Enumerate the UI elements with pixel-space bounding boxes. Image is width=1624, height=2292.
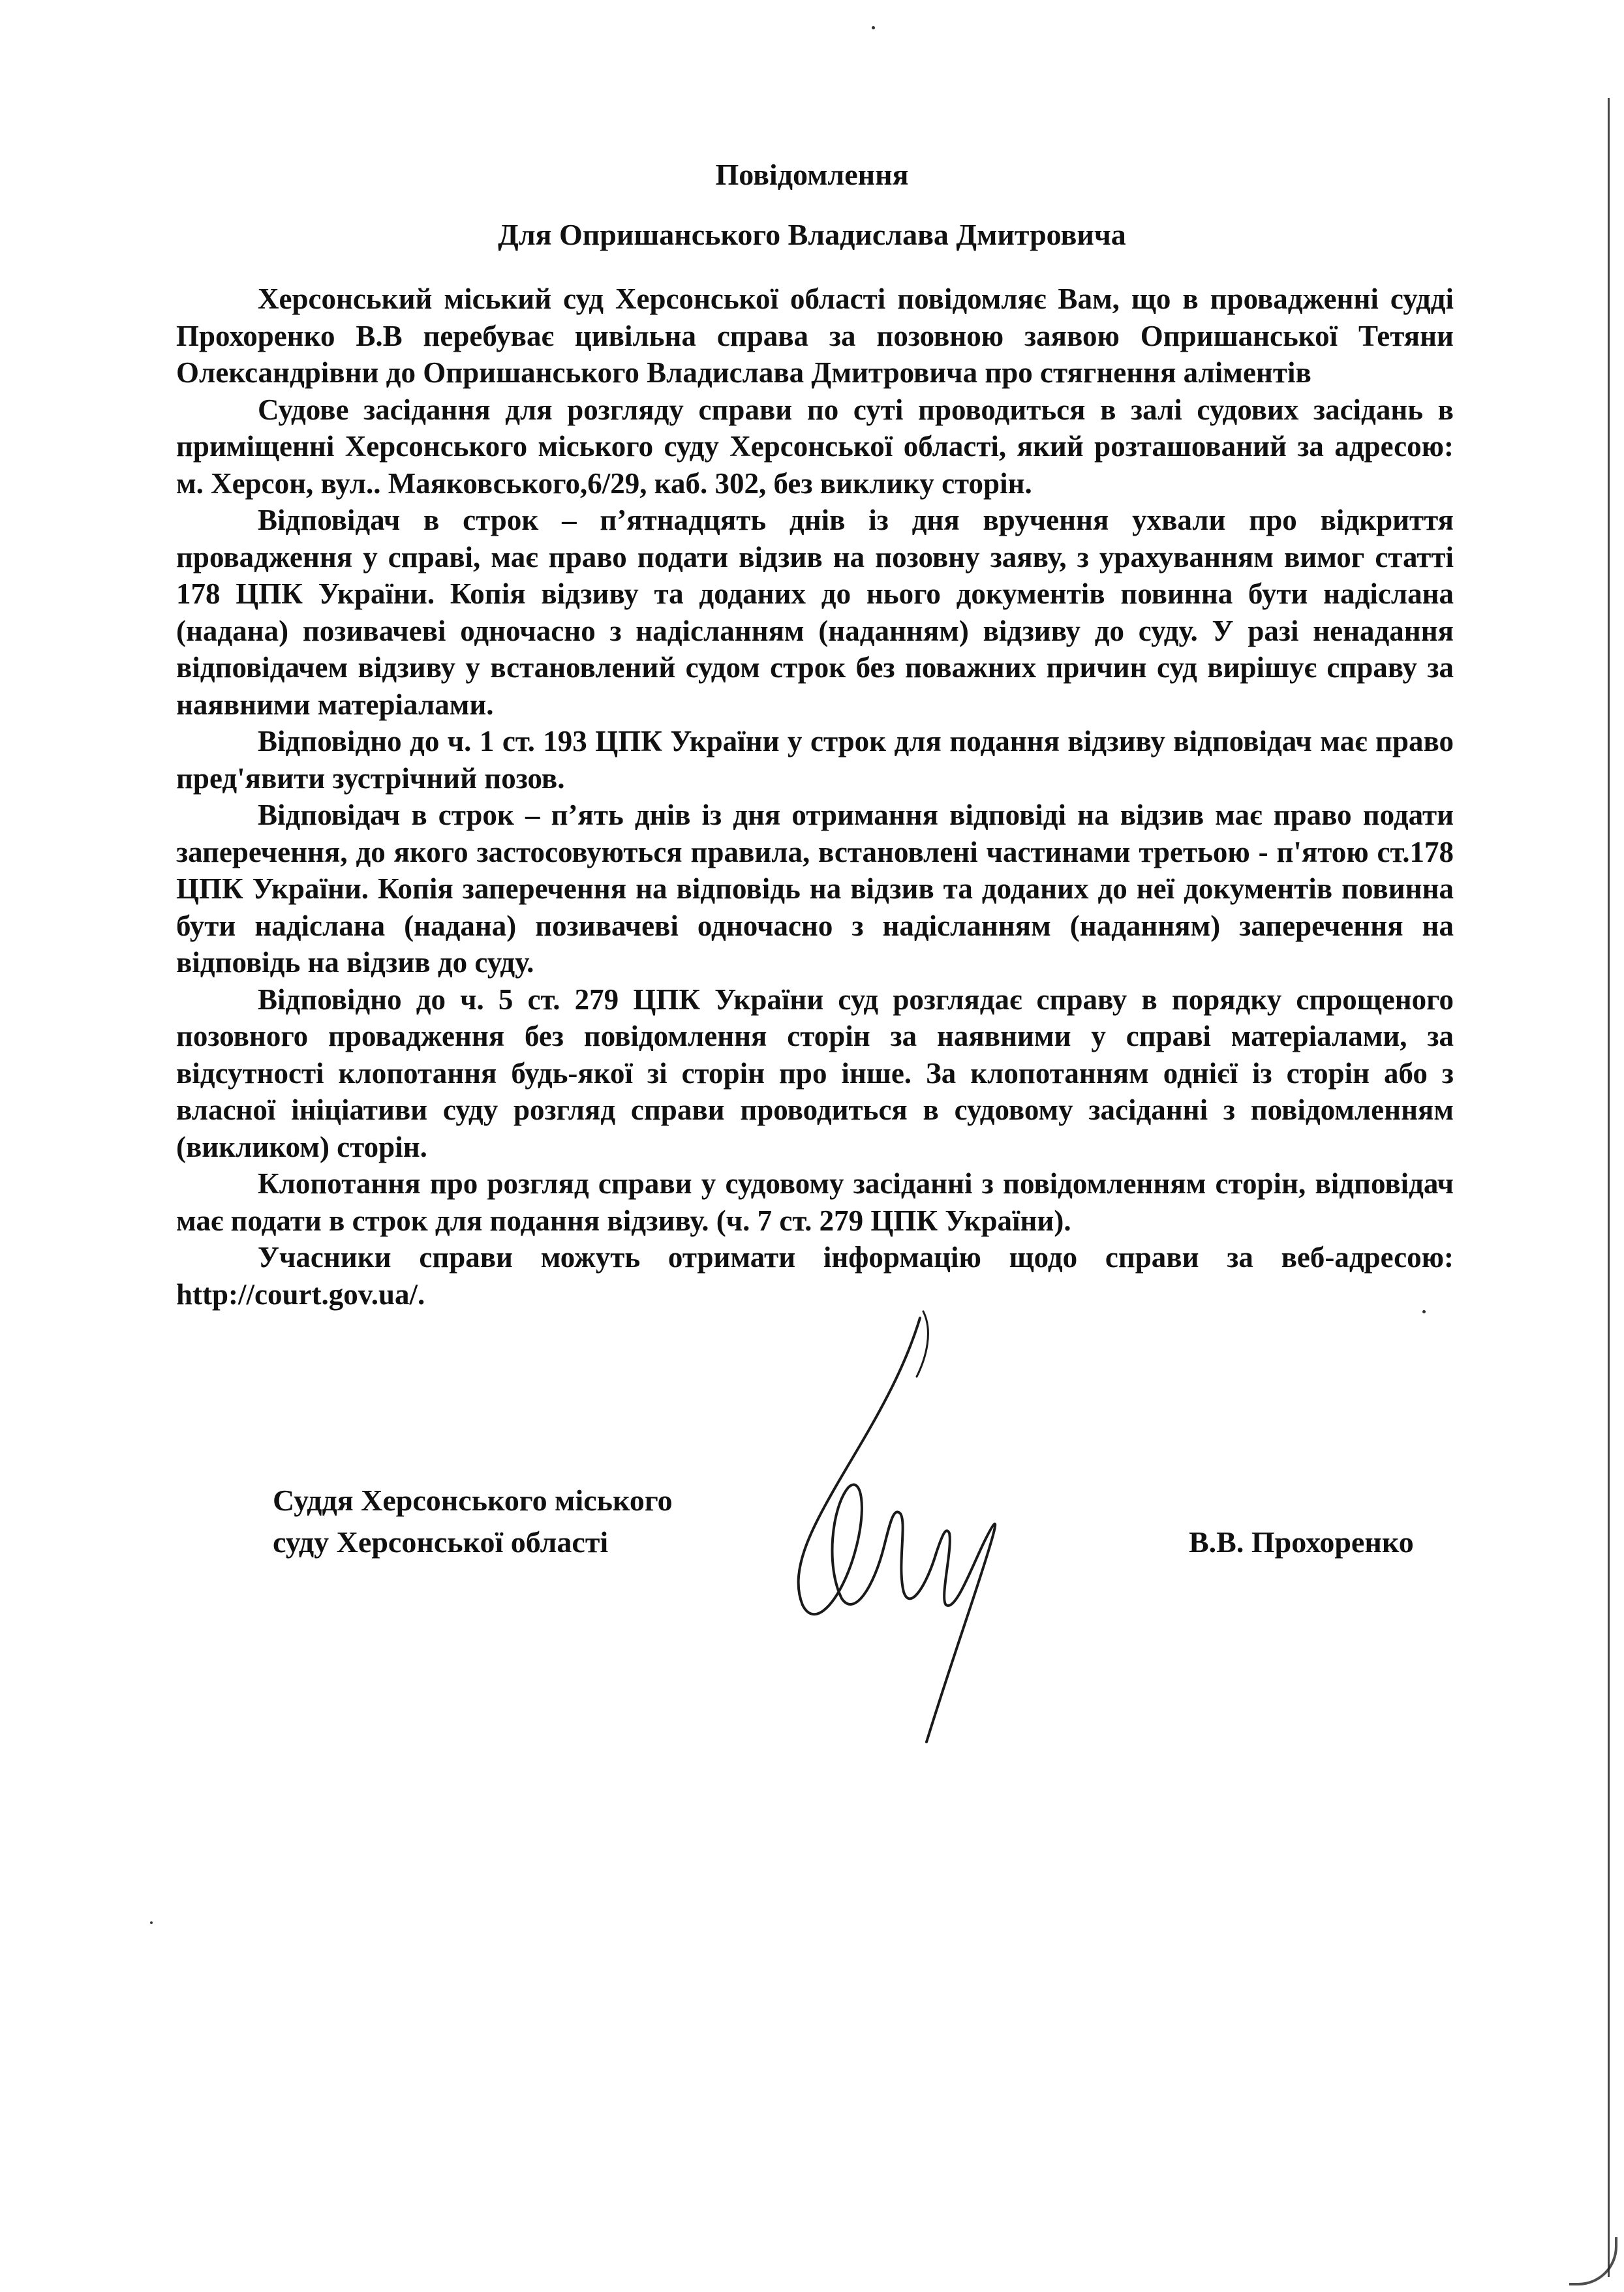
paragraph-hearing: Судове засідання для розгляду справи по суті проводиться в залі судових засідань в приміщенні Херсонського міського суду Херсонської області, який розташований за адресою: м. Херсон, вул.. Маяковського,6/29, каб. 302, без виклику сторін. <box>176 393 1454 500</box>
scan-edge-line <box>1608 98 1610 2277</box>
scan-speck <box>1422 1310 1426 1313</box>
paragraph-response-term: Відповідач в строк – п’ятнадцять днів із дня вручення ухвали про відкриття провадження у справі, має право подати відзив на позовну заяву, з урахуванням вимог статті 178 ЦПК України. Копія відзиву та доданих до нього документів повинна бути надіслана (надана) позивачеві одночасно з надісланням (наданням) відзиву до суду. У разі ненадання відповідачем відзиву у встановлений судом строк без поважних причин суд вирішує справу за наявними матеріалами. <box>176 504 1454 721</box>
paragraph-objection: Відповідач в строк – п’ять днів із дня отримання відповіді на відзив має право подати заперечення, до якого застосовуються правила, встановлені частинами третьою - п'ятою ст.178 ЦПК України. Копія заперечення на відповідь на відзив та доданих до неї документів повинна бути надіслана (надана) позивачеві одночасно з надісланням (наданням) заперечення на відповідь на відзив до суду. <box>176 799 1454 979</box>
paragraph-motion: Клопотання про розгляд справи у судовому засіданні з повідомленням сторін, відповідач має подати в строк для подання відзиву. (ч. 7 ст. 279 ЦПК України). <box>176 1167 1454 1237</box>
document-title: Повідомлення <box>715 158 909 191</box>
paragraph-simplified-procedure: Відповідно до ч. 5 ст. 279 ЦПК України суд розглядає справу в порядку спрощеного позовного провадження без повідомлення сторін за наявними у справі матеріалами, за відсутності клопотання будь-якої зі сторін про інше. За клопотанням однієї із сторін або з власної ініціативи суду розгляд справи проводиться в судовому засіданні з повідомленням (викликом) сторін. <box>176 983 1454 1163</box>
judge-position-line2: суду Херсонської області <box>273 1525 609 1559</box>
paragraph-counterclaim: Відповідно до ч. 1 ст. 193 ЦПК України у строк для подання відзиву відповідач має право пред'явити зустрічний позов. <box>176 725 1454 795</box>
judge-position-line1: Суддя Херсонського міського <box>273 1484 673 1517</box>
scan-speck <box>872 26 875 29</box>
judge-name: В.В. Прохоренко <box>1189 1525 1414 1559</box>
addressee-line: Для Опришанського Владислава Дмитровича <box>498 218 1126 251</box>
handwritten-signature <box>770 1292 1044 1762</box>
paragraph-info-url: Учасники справи можуть отримати інформацію щодо справи за веб-адресою: http://court.gov.ua/. <box>176 1241 1454 1311</box>
scan-edge-curl <box>1569 2237 1617 2285</box>
scan-speck <box>150 1921 153 1924</box>
document-body <box>176 281 1454 1313</box>
judge-position <box>273 1480 673 1563</box>
paragraph-intro: Херсонський міський суд Херсонської області повідомляє Вам, що в провадженні судді Прохоренко В.В перебуває цивільна справа за позовною заявою Опришанської Тетяни Олександрівни до Опришанського Владислава Дмитровича про стягнення аліментів <box>176 283 1454 389</box>
